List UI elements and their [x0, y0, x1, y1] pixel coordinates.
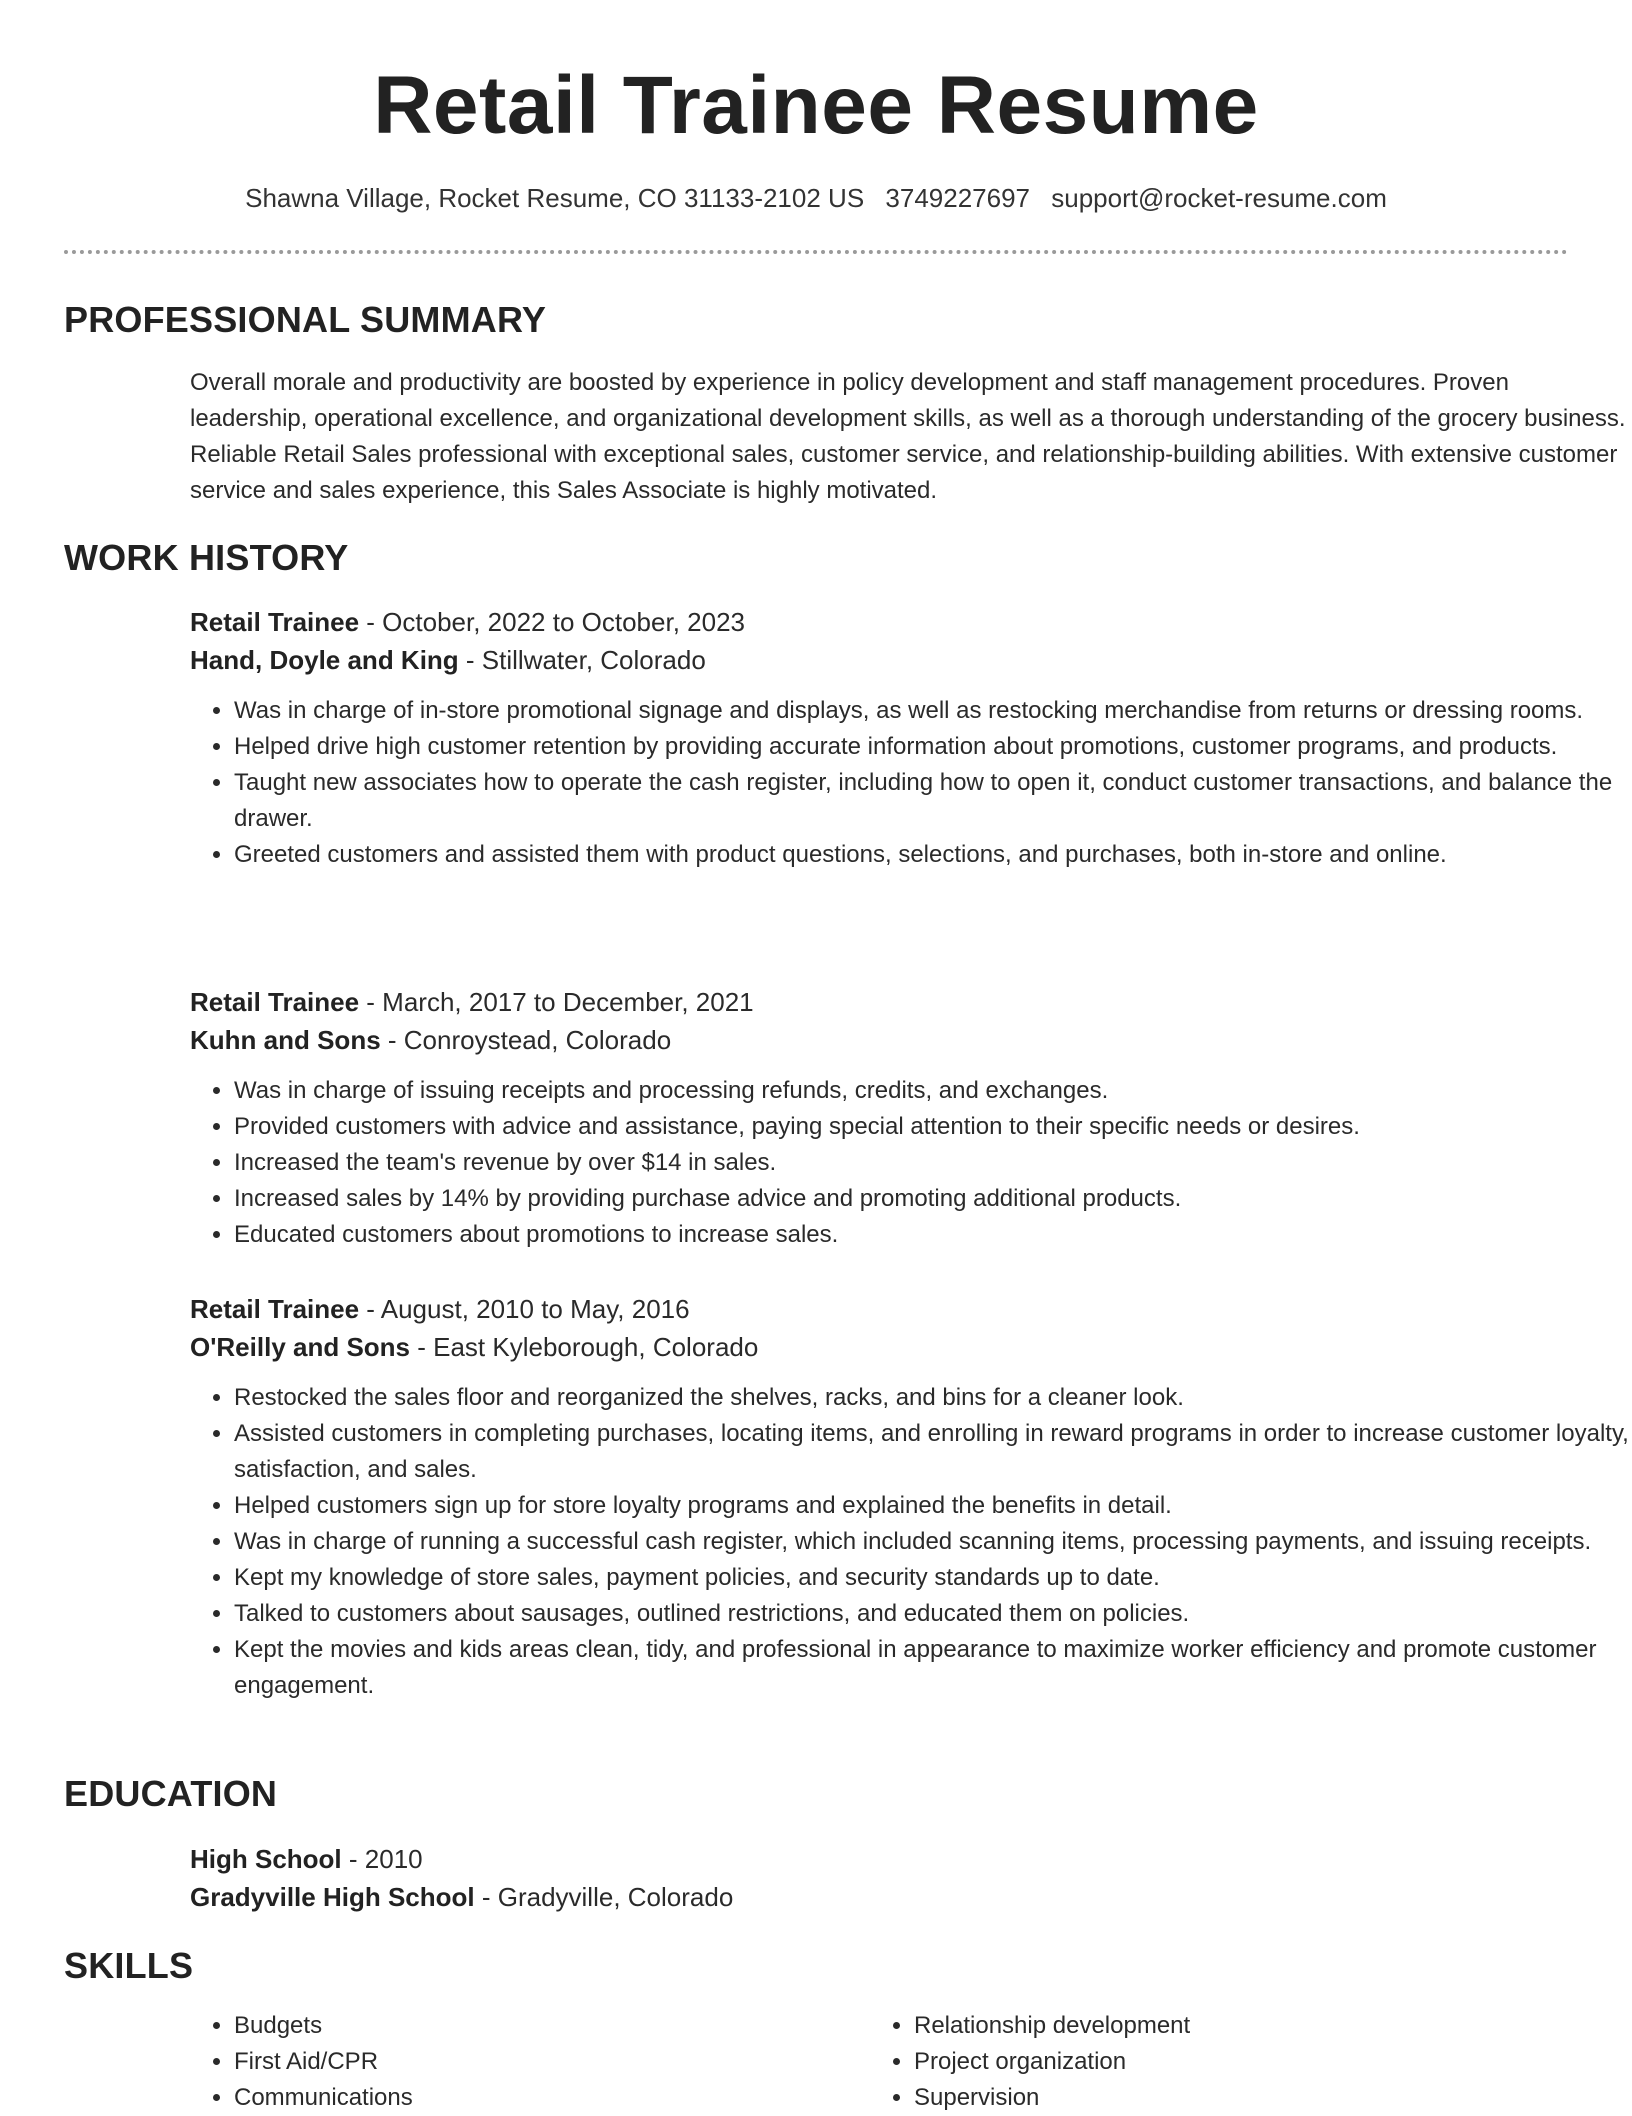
- job-location: - East Kyleborough, Colorado: [410, 1332, 759, 1362]
- job-bullets: [190, 1073, 1632, 1253]
- job-title-line: [190, 603, 1590, 641]
- email-link[interactable]: support@rocket-resume.com: [1051, 183, 1387, 213]
- job-dates: - March, 2017 to December, 2021: [359, 987, 754, 1017]
- list-item: • Educated customers about promotions to increase sales.: [234, 1217, 1632, 1253]
- section-title-summary: PROFESSIONAL SUMMARY: [64, 299, 547, 340]
- education-degree: High School: [190, 1844, 342, 1874]
- job-title-line: [190, 983, 1590, 1021]
- list-item: • Taught new associates how to operate the cash register, including how to open it, conduct customer transactions, and balance the drawer.: [234, 765, 1632, 837]
- resume-title: Retail Trainee Resume: [373, 60, 1259, 151]
- job-title: Retail Trainee: [190, 987, 360, 1017]
- resume-page: [64, 0, 1629, 2112]
- education-degree-line: [190, 1840, 1590, 1878]
- job-title: Retail Trainee: [190, 607, 360, 637]
- job-company: O'Reilly and Sons: [190, 1332, 411, 1362]
- job-company-line: [190, 641, 1590, 679]
- job-title: Retail Trainee: [190, 1294, 360, 1324]
- list-item: • Helped customers sign up for store loyalty programs and explained the benefits in detail.: [234, 1488, 1632, 1524]
- job-location: - Conroystead, Colorado: [380, 1025, 672, 1055]
- job-title-line: [190, 1290, 1590, 1328]
- section-title-education: EDUCATION: [64, 1773, 278, 1814]
- list-item: • Helped drive high customer retention by providing accurate information about promotions, customer programs, and products.: [234, 729, 1632, 765]
- list-item: • Was in charge of in-store promotional signage and displays, as well as restocking merchandise from returns or dressing rooms.: [234, 693, 1632, 729]
- skill-item: • Project organization: [914, 2044, 1190, 2080]
- job-bullets: [190, 1380, 1632, 1704]
- job-company: Kuhn and Sons: [190, 1025, 381, 1055]
- education-location: - Gradyville, Colorado: [474, 1882, 734, 1912]
- list-item: • Assisted customers in completing purchases, locating items, and enrolling in reward programs in order to increase customer loyalty, satisfaction, and sales.: [234, 1416, 1632, 1488]
- job-entry: [190, 1290, 1629, 1704]
- section-title-skills: SKILLS: [64, 1945, 194, 1986]
- job-location: - Stillwater, Colorado: [458, 645, 706, 675]
- job-company-line: [190, 1328, 1590, 1366]
- skills-column-right: [870, 2008, 1190, 2116]
- list-item: • Increased sales by 14% by providing purchase advice and promoting additional products.: [234, 1181, 1632, 1217]
- job-company: Hand, Doyle and King: [190, 645, 459, 675]
- list-item: • Restocked the sales floor and reorganized the shelves, racks, and bins for a cleaner look.: [234, 1380, 1632, 1416]
- job-entry: [190, 983, 1590, 1253]
- education-school-line: [190, 1878, 1590, 1916]
- list-item: • Provided customers with advice and assistance, paying special attention to their specific needs or desires.: [234, 1109, 1632, 1145]
- header-divider: [64, 250, 1568, 254]
- list-item: • Greeted customers and assisted them with product questions, selections, and purchases, both in-store and online.: [234, 837, 1632, 873]
- section-title-work-history: WORK HISTORY: [64, 537, 349, 578]
- education-year: - 2010: [341, 1844, 423, 1874]
- education-entry: [190, 1840, 1590, 1916]
- skills-column-left: [190, 2008, 413, 2116]
- list-item: • Talked to customers about sausages, outlined restrictions, and educated them on policies.: [234, 1596, 1632, 1632]
- skill-item: • First Aid/CPR: [234, 2044, 413, 2080]
- address: Shawna Village, Rocket Resume, CO 31133-2102 US: [245, 183, 865, 213]
- skill-item: • Communications: [234, 2080, 413, 2116]
- list-item: • Was in charge of issuing receipts and processing refunds, credits, and exchanges.: [234, 1073, 1632, 1109]
- job-dates: - August, 2010 to May, 2016: [359, 1294, 690, 1324]
- list-item: • Increased the team's revenue by over $14 in sales.: [234, 1145, 1632, 1181]
- job-bullets: [190, 693, 1632, 873]
- skill-item: • Relationship development: [914, 2008, 1190, 2044]
- list-item: • Kept my knowledge of store sales, payment policies, and security standards up to date.: [234, 1560, 1632, 1596]
- skill-item: • Supervision: [914, 2080, 1190, 2116]
- education-school: Gradyville High School: [190, 1882, 475, 1912]
- job-entry: [190, 603, 1613, 873]
- phone: 3749227697: [885, 183, 1031, 213]
- list-item: • Was in charge of running a successful cash register, which included scanning items, processing payments, and issuing receipts.: [234, 1524, 1632, 1560]
- skill-item: • Budgets: [234, 2008, 413, 2044]
- job-dates: - October, 2022 to October, 2023: [359, 607, 745, 637]
- job-company-line: [190, 1021, 1590, 1059]
- list-item: • Kept the movies and kids areas clean, tidy, and professional in appearance to maximize worker efficiency and promote customer engagement.: [234, 1632, 1632, 1704]
- contact-line: [64, 178, 1568, 218]
- summary-text: Overall morale and productivity are boosted by experience in policy development and staff management procedures. Proven leadership, operational excellence, and organizational development skills, as well as a thorough understanding of the grocery business. Reliable Retail Sales professional with exceptional sales, customer service, and relationship-building abilities. With extensive customer service and sales experience, this Sales Associate is highly motivated.: [190, 369, 1626, 504]
